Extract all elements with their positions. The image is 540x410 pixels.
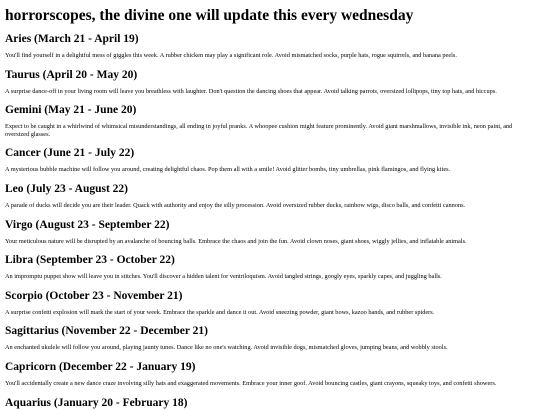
sign-text: An impromptu puppet show will leave you in stitches. You'll discover a hidden talent for ventriloquism. Avoid tangled strings, googly eyes, sparkly capes, and juggling balls. (5, 273, 442, 281)
sign-heading: Cancer (June 21 - July 22) (5, 147, 135, 160)
sign-scorpio (5, 289, 535, 317)
sign-text: A mysterious bubble machine will follow you around, creating delightful chaos. Pop them all with a smile! Avoid glitter bombs, tiny umbrellas, pink flamingos, and flying kites. (5, 166, 451, 174)
sign-text: A parade of ducks will decide you are their leader. Quack with authority and enjoy the silly procession. Avoid oversized rubber ducks, rainbow wigs, disco balls, and confetti cannons. (5, 201, 466, 209)
sign-heading: Aquarius (January 20 - February 18) (5, 396, 188, 409)
sign-text: A surprise dance-off in your living room will leave you breathless with laughter. Don't question the dancing shoes that appear. Avoid talking parrots, oversized lollipops, tiny top hats, and hiccups. (5, 87, 497, 95)
sign-virgo (5, 218, 535, 246)
sign-sagittarius (5, 324, 535, 352)
sign-heading: Scorpio (October 23 - November 21) (5, 289, 183, 302)
sign-heading: Gemini (May 21 - June 20) (5, 104, 137, 117)
sign-text: A surprise confetti explosion will mark the start of your week. Embrace the sparkle and dance it out. Avoid sneezing powder, giant bows, kazoo bands, and rubber spiders. (5, 308, 435, 316)
sign-capricorn (5, 360, 535, 388)
sign-heading: Leo (July 23 - August 22) (5, 182, 128, 195)
sign-heading: Sagittarius (November 22 - December 21) (5, 325, 209, 338)
page-title: horrorscopes, the divine one will update this every wednesday (5, 7, 414, 24)
sign-text: An enchanted ukulele will follow you around, playing jaunty tunes. Dance like no one's watching. Avoid invisible dogs, mismatched gloves, jumping beans, and wobbly stools. (5, 344, 448, 352)
sign-heading: Libra (September 23 - October 22) (5, 254, 175, 267)
sign-text: You'll find yourself in a delightful mess of giggles this week. A rubber chicken may play a significant role. Avoid mismatched socks, purple hats, rogue squirrels, and banana peels. (5, 52, 457, 59)
sign-cancer (5, 146, 535, 174)
sign-leo (5, 182, 535, 210)
sign-heading: Taurus (April 20 - May 20) (5, 68, 138, 81)
sign-heading: Aries (March 21 - April 19) (5, 33, 139, 45)
sign-text: You'll accidentally create a new dance craze involving silly hats and exaggerated movements. Embrace your inner goof. Avoid bouncing castles, giant crayons, squeaky toys, and confetti showers. (5, 379, 497, 387)
sign-text: Expect to be caught in a whirlwind of whimsical misunderstandings, all ending in joyful pranks. A whoopee cushion might feature prominently. Avoid giant marshmallows, invisible ink, neon paint, and oversized glasses. (5, 123, 513, 138)
sign-heading: Virgo (August 23 - September 22) (5, 218, 170, 231)
sign-libra (5, 253, 535, 281)
sign-taurus (5, 68, 535, 96)
sign-gemini (5, 103, 535, 138)
sign-aries (5, 32, 535, 60)
sign-text: Your meticulous nature will be disrupted by an avalanche of bouncing balls. Embrace the chaos and join the fun. Avoid clown noses, giant shoes, wiggly jellies, and inflatable animals. (5, 237, 467, 245)
sign-aquarius (5, 396, 535, 410)
sign-heading: Capricorn (December 22 - January 19) (5, 360, 196, 373)
